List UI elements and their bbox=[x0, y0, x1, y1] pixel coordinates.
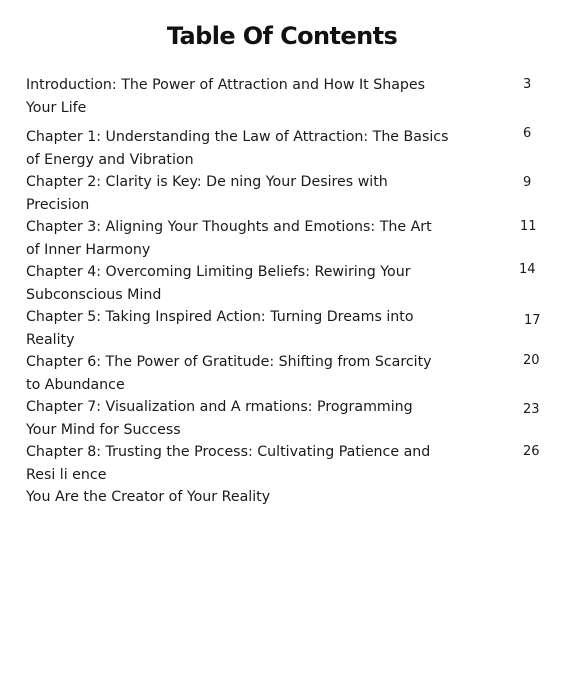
toc-page-number: 6 bbox=[523, 126, 532, 141]
toc-entry-chapter-2 bbox=[26, 171, 441, 216]
toc-entry-title-line: Resi li ence bbox=[26, 466, 107, 483]
toc-entry-title-line: Chapter 8: Trusting the Process: Cultivating Patience and bbox=[26, 444, 431, 460]
toc-page-number: 20 bbox=[523, 353, 540, 368]
toc-entry-title-line: Introduction: The Power of Attraction and How It Shapes bbox=[26, 77, 426, 93]
toc-entry-title-line: Precision bbox=[26, 196, 90, 213]
toc-entry-chapter-6 bbox=[26, 351, 441, 396]
toc-page-number: 23 bbox=[523, 402, 540, 417]
toc-entry-introduction bbox=[26, 74, 441, 119]
toc-entry-title-line: Your Mind for Success bbox=[26, 421, 181, 438]
toc-entry-title-line: Chapter 7: Visualization and A rmations: Programming bbox=[26, 399, 413, 415]
toc-entry-chapter-3 bbox=[26, 216, 441, 261]
toc-entry-title-line: of Energy and Vibration bbox=[26, 151, 194, 168]
toc-entry-chapter-1 bbox=[26, 126, 449, 171]
toc-entry-chapter-4 bbox=[26, 261, 441, 306]
toc-entry-title-line: Chapter 6: The Power of Gratitude: Shifting from Scarcity bbox=[26, 354, 432, 370]
toc-entry-title-line: Chapter 2: Clarity is Key: De ning Your Desires with bbox=[26, 174, 388, 190]
toc-entry-conclusion bbox=[26, 486, 441, 509]
toc-entry-title-line: of Inner Harmony bbox=[26, 241, 151, 258]
toc-entry-chapter-5 bbox=[26, 306, 441, 351]
toc-entry-title-line: Chapter 1: Understanding the Law of Attraction: The Basics bbox=[26, 129, 449, 145]
toc-entry-title-line: Your Life bbox=[26, 99, 87, 116]
toc-entry-title-line: Chapter 3: Aligning Your Thoughts and Emotions: The Art bbox=[26, 219, 432, 235]
toc-page-number: 11 bbox=[520, 219, 537, 234]
toc-entry-title-line: Chapter 4: Overcoming Limiting Beliefs: Rewiring Your bbox=[26, 264, 411, 280]
toc-entry-title-line: You Are the Creator of Your Reality bbox=[26, 489, 271, 505]
toc-page-number: 3 bbox=[523, 77, 532, 92]
toc-entry-title-line: Reality bbox=[26, 331, 75, 348]
toc-entry-chapter-7 bbox=[26, 396, 441, 441]
toc-page-number: 17 bbox=[524, 313, 541, 328]
toc-entry-title-line: Subconscious Mind bbox=[26, 286, 162, 303]
toc-page-number: 9 bbox=[523, 175, 532, 190]
toc-entry-title-line: to Abundance bbox=[26, 376, 125, 393]
toc-page-number: 26 bbox=[523, 444, 540, 459]
toc-entry-title-line: Chapter 5: Taking Inspired Action: Turning Dreams into bbox=[26, 309, 414, 325]
page-title: Table Of Contents bbox=[166, 22, 398, 50]
toc-entry-chapter-8 bbox=[26, 441, 441, 486]
toc-page-number: 14 bbox=[519, 262, 536, 277]
